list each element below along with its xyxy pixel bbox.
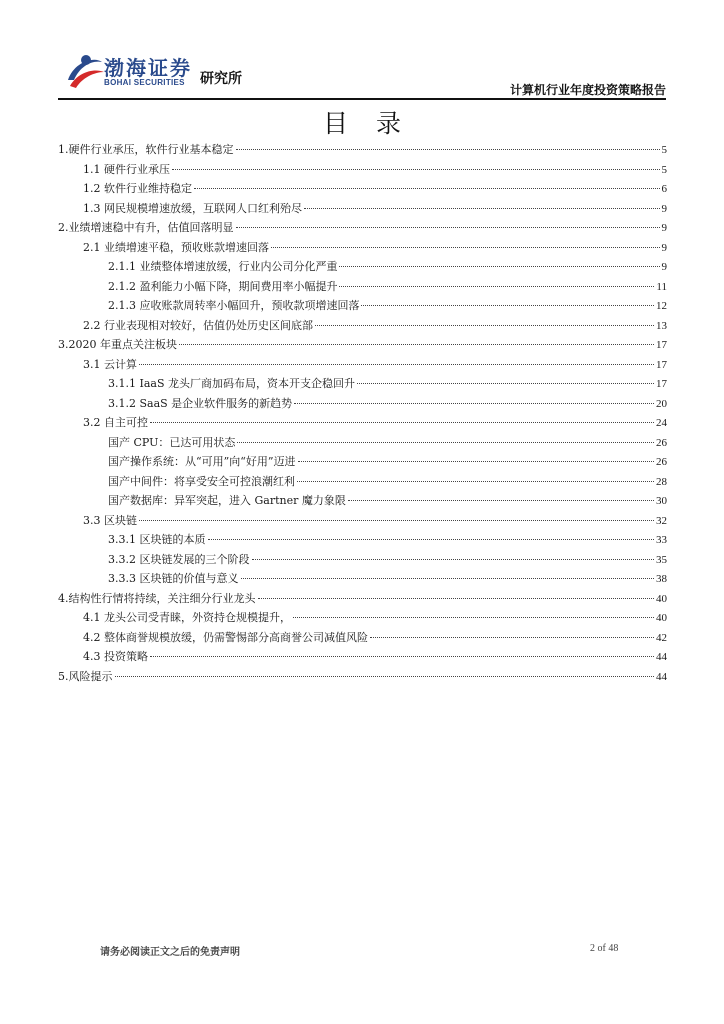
toc-entry-page: 13 xyxy=(656,319,667,332)
footer-rule xyxy=(58,940,666,941)
toc-heading: 目录 xyxy=(322,109,429,138)
toc-entry-title: 5.风险提示 xyxy=(58,669,113,683)
toc-leader-dots xyxy=(150,421,654,423)
toc-leader-dots xyxy=(236,226,660,228)
toc-entry-page: 17 xyxy=(656,358,667,371)
toc-entry[interactable] xyxy=(58,667,667,687)
toc-entry-page: 28 xyxy=(656,475,667,488)
toc-entry-page: 11 xyxy=(656,280,667,293)
toc-entry-page: 5 xyxy=(661,144,667,156)
page-header xyxy=(0,0,724,100)
toc-entry[interactable] xyxy=(58,491,667,511)
toc-entry-title: 2.2 行业表现相对较好，估值仍处历史区间底部 xyxy=(83,318,313,332)
logo-chinese-name: 渤海证券 xyxy=(104,56,192,80)
toc-entry-page: 9 xyxy=(661,241,667,254)
toc-leader-dots xyxy=(115,675,655,677)
toc-leader-dots xyxy=(297,480,654,482)
toc-entry-title: 3.2020 年重点关注板块 xyxy=(58,338,177,351)
toc-entry[interactable] xyxy=(58,394,667,414)
toc-entry-title: 4.结构性行情将持续，关注细分行业龙头 xyxy=(58,591,256,605)
toc-entry[interactable] xyxy=(58,433,667,453)
page-number: 2 of 48 xyxy=(590,943,619,954)
toc-entry-page: 12 xyxy=(656,300,667,312)
toc-entry[interactable] xyxy=(58,530,667,550)
toc-leader-dots xyxy=(315,324,654,326)
toc-entry-page: 42 xyxy=(656,631,667,644)
toc-entry-page: 40 xyxy=(656,592,667,605)
toc-leader-dots xyxy=(339,285,654,287)
toc-entry-page: 26 xyxy=(656,456,667,468)
toc-entry-title: 2.1 业绩增速平稳，预收账款增速回落 xyxy=(83,240,269,254)
toc-entry[interactable] xyxy=(58,355,667,375)
toc-entry-page: 40 xyxy=(656,612,667,624)
toc-entry-page: 44 xyxy=(656,651,667,663)
toc-entry-title: 国产 CPU：已达可用状态 xyxy=(108,435,236,449)
toc-entry-page: 35 xyxy=(656,553,667,566)
toc-entry-title: 1.硬件行业承压，软件行业基本稳定 xyxy=(58,143,234,156)
toc-entry-page: 20 xyxy=(656,397,667,410)
toc-entry[interactable] xyxy=(58,218,667,238)
toc-entry[interactable] xyxy=(58,511,667,531)
toc-entry[interactable] xyxy=(58,472,667,492)
toc-entry[interactable] xyxy=(58,179,667,199)
toc-entry-page: 9 xyxy=(661,222,667,234)
toc-entry-page: 30 xyxy=(656,495,667,507)
toc-leader-dots xyxy=(237,441,654,443)
toc-entry[interactable] xyxy=(58,608,667,628)
toc-entry-page: 38 xyxy=(656,573,667,585)
toc-entry[interactable] xyxy=(58,335,667,355)
toc-entry-title: 4.1 龙头公司受青睐，外资持仓规模提升， xyxy=(83,611,291,624)
toc-entry-page: 5 xyxy=(661,163,667,176)
toc-leader-dots xyxy=(208,538,655,540)
toc-entry-title: 1.1 硬件行业承压 xyxy=(83,162,170,176)
institute-label: 研究所 xyxy=(200,71,242,87)
toc-leader-dots xyxy=(357,382,654,384)
toc-entry-title: 国产数据库：异军突起，进入 Gartner 魔力象限 xyxy=(108,494,346,507)
toc-leader-dots xyxy=(271,246,660,248)
toc-entry-title: 3.1.2 SaaS 是企业软件服务的新趋势 xyxy=(108,396,293,410)
toc-entry-title: 国产中间件：将享受安全可控浪潮红利 xyxy=(108,474,295,488)
bohai-logo-icon xyxy=(64,50,106,94)
toc-entry-title: 3.3.2 区块链发展的三个阶段 xyxy=(108,552,250,566)
toc-entry-page: 33 xyxy=(656,534,667,546)
toc-entry[interactable] xyxy=(58,277,667,297)
toc-leader-dots xyxy=(361,304,654,306)
toc-entry[interactable] xyxy=(58,140,667,160)
toc-leader-dots xyxy=(258,597,655,599)
toc-entry-page: 17 xyxy=(656,378,667,390)
toc-entry-title: 2.1.2 盈利能力小幅下降，期间费用率小幅提升 xyxy=(108,279,338,293)
toc-leader-dots xyxy=(194,187,660,189)
toc-entry-title: 3.1.1 IaaS 龙头厂商加码布局，资本开支企稳回升 xyxy=(108,377,355,390)
toc-entry-page: 9 xyxy=(661,261,667,273)
toc-entry[interactable] xyxy=(58,296,667,316)
toc-entry-title: 2.业绩增速稳中有升，估值回落明显 xyxy=(58,221,234,234)
toc-entry[interactable] xyxy=(58,589,667,609)
toc-leader-dots xyxy=(298,460,655,462)
toc-leader-dots xyxy=(236,148,660,150)
toc-entry-title: 3.1 云计算 xyxy=(83,357,137,371)
toc-leader-dots xyxy=(294,402,654,404)
toc-entry[interactable] xyxy=(58,647,667,667)
toc-entry-title: 4.2 整体商誉规模放缓，仍需警惕部分高商誉公司减值风险 xyxy=(83,630,368,644)
toc-entry-page: 44 xyxy=(656,670,667,683)
toc-entry[interactable] xyxy=(58,160,667,180)
toc-entry-title: 3.3 区块链 xyxy=(83,513,137,527)
toc-entry[interactable] xyxy=(58,628,667,648)
toc-entry-title: 1.3 网民规模增速放缓，互联网人口红利殆尽 xyxy=(83,201,302,215)
toc-entry-title: 3.2 自主可控 xyxy=(83,416,148,429)
toc-entry[interactable] xyxy=(58,550,667,570)
table-of-contents xyxy=(58,140,667,686)
toc-leader-dots xyxy=(139,363,654,365)
report-title: 计算机行业年度投资策略报告 xyxy=(509,83,666,97)
toc-leader-dots xyxy=(348,499,654,501)
toc-leader-dots xyxy=(339,265,659,267)
toc-entry-title: 2.1.1 业绩整体增速放缓，行业内公司分化严重 xyxy=(108,260,338,273)
logo-english-name: BOHAI SECURITIES xyxy=(104,78,185,87)
toc-entry-page: 32 xyxy=(656,514,667,527)
toc-entry-title: 1.2 软件行业维持稳定 xyxy=(83,182,192,195)
toc-leader-dots xyxy=(252,558,655,560)
toc-entry-title: 3.3.1 区块链的本质 xyxy=(108,533,206,546)
toc-leader-dots xyxy=(179,343,654,345)
toc-entry[interactable] xyxy=(58,452,667,472)
toc-leader-dots xyxy=(139,519,654,521)
toc-entry-title: 国产操作系统：从“可用”向“好用”迈进 xyxy=(108,455,296,468)
toc-entry[interactable] xyxy=(58,316,667,336)
toc-entry[interactable] xyxy=(58,257,667,277)
toc-entry[interactable] xyxy=(58,199,667,219)
header-rule xyxy=(58,98,666,100)
toc-leader-dots xyxy=(150,655,654,657)
toc-entry[interactable] xyxy=(58,374,667,394)
toc-entry-page: 9 xyxy=(661,202,667,215)
toc-entry-title: 4.3 投资策略 xyxy=(83,650,148,663)
toc-leader-dots xyxy=(241,577,655,579)
toc-leader-dots xyxy=(172,168,660,170)
toc-leader-dots xyxy=(304,207,660,209)
toc-entry[interactable] xyxy=(58,238,667,258)
toc-leader-dots xyxy=(370,636,654,638)
toc-entry-page: 24 xyxy=(656,417,667,429)
toc-entry-page: 6 xyxy=(661,183,667,195)
toc-entry-title: 3.3.3 区块链的价值与意义 xyxy=(108,572,239,585)
footer-disclaimer: 请务必阅读正文之后的免责声明 xyxy=(100,947,240,958)
toc-entry-page: 17 xyxy=(656,339,667,351)
toc-entry-page: 26 xyxy=(656,436,667,449)
toc-entry[interactable] xyxy=(58,569,667,589)
toc-entry[interactable] xyxy=(58,413,667,433)
toc-leader-dots xyxy=(293,616,654,618)
toc-entry-title: 2.1.3 应收账款周转率小幅回升，预收款项增速回落 xyxy=(108,299,360,312)
